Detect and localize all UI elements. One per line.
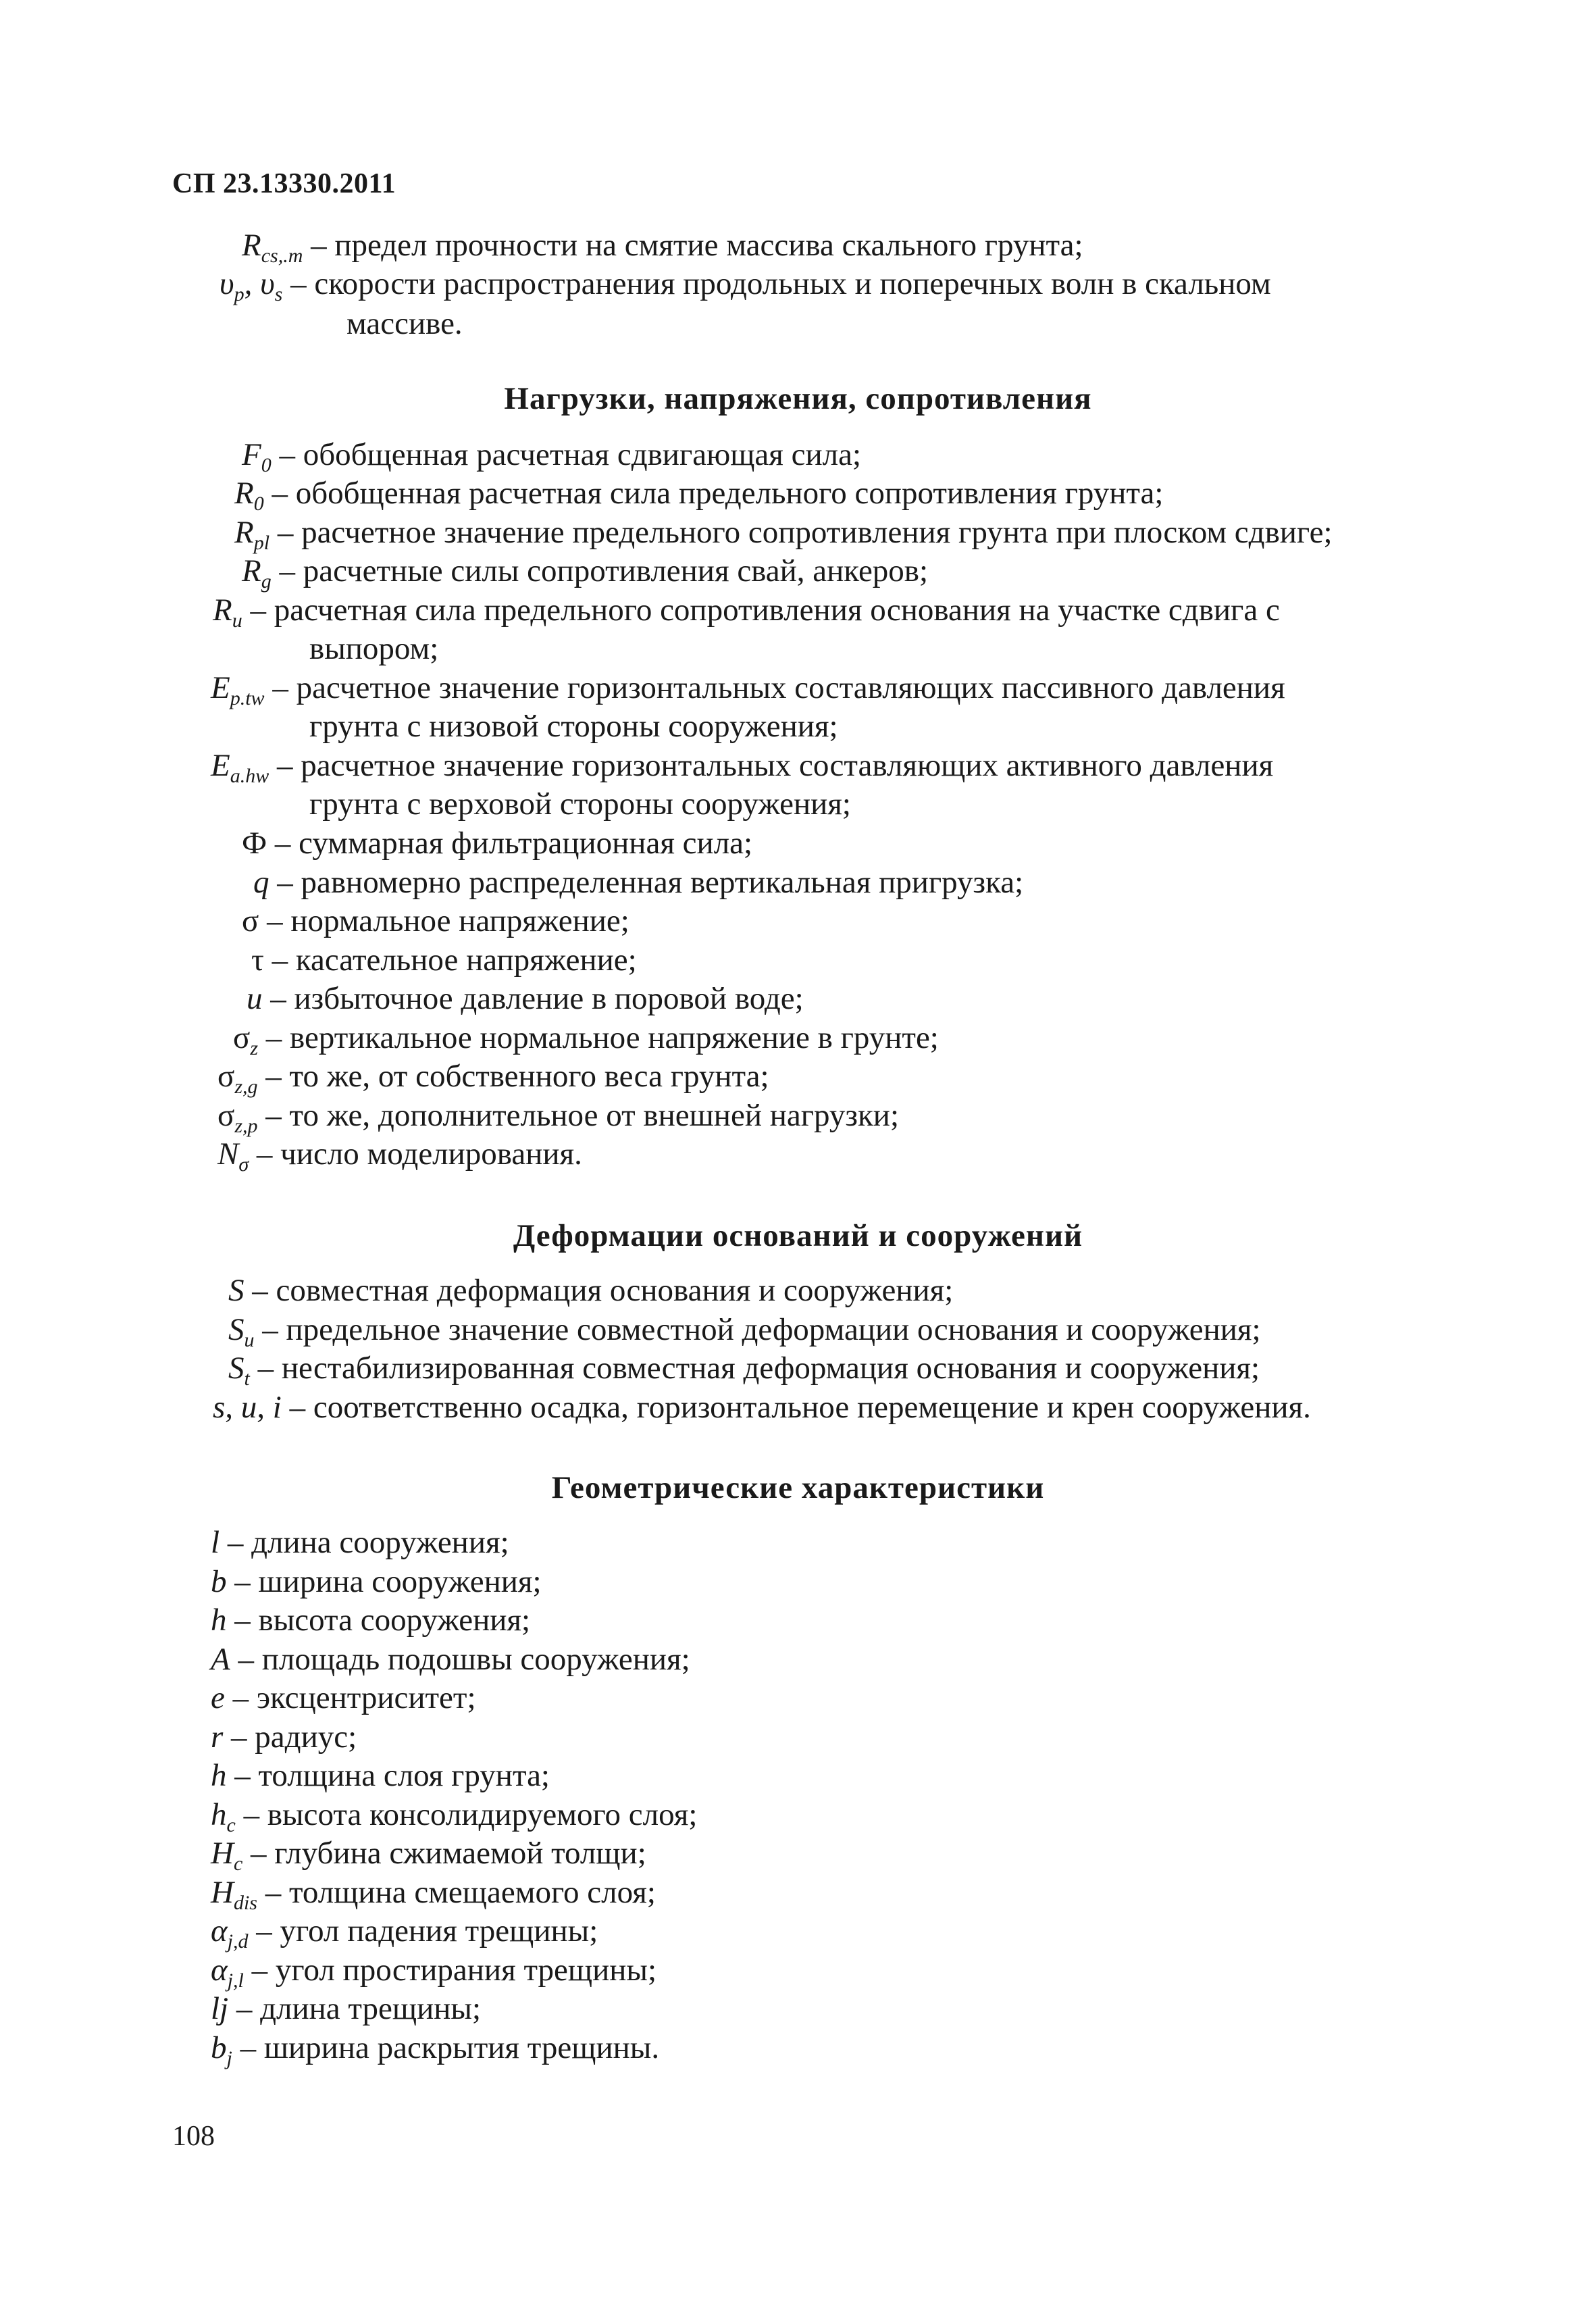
definition-text: – обобщенная расчетная сила предельного сопротивления грунта;	[263, 476, 1164, 511]
symbol: b	[211, 1564, 227, 1599]
symbol-subscript: t	[244, 1367, 250, 1390]
definition-text: – радиус;	[223, 1719, 357, 1755]
symbol-subscript: j,l	[227, 1969, 244, 1992]
page-number: 108	[172, 2121, 215, 2152]
section-heading-deformations: Деформации оснований и сооружений	[513, 1218, 1083, 1253]
symbol: r	[211, 1719, 224, 1755]
symbol: F	[242, 437, 261, 472]
definition-text: – угол простирания трещины;	[243, 1953, 657, 1988]
symbol-subscript: σ	[238, 1153, 249, 1176]
notation-continuation	[309, 785, 851, 823]
notation-line	[211, 1757, 550, 1794]
symbol: H	[211, 1875, 234, 1910]
notation-continuation	[346, 305, 463, 343]
symbol: b	[211, 2030, 227, 2065]
definition-text: – число моделирования.	[249, 1136, 582, 1172]
symbol-subscript: p	[234, 283, 244, 305]
notation-line	[242, 824, 752, 862]
symbol: σ	[242, 903, 259, 938]
definition-text: – обобщенная расчетная сдвигающая сила;	[271, 437, 862, 472]
symbol-subscript: z	[250, 1037, 259, 1059]
definition-text: – вертикальное нормальное напряжение в грунте;	[258, 1020, 939, 1055]
symbol: S	[228, 1312, 244, 1347]
symbol: σ	[217, 1059, 235, 1094]
notation-line	[211, 2029, 659, 2078]
symbol: τ	[251, 942, 264, 978]
definition-text: грунта с низовой стороны сооружения;	[309, 709, 838, 744]
notation-line	[211, 1563, 542, 1601]
definition-text: – расчетное значение горизонтальных составляющих пассивного давления	[264, 670, 1285, 705]
symbol-subscript: z,p	[234, 1115, 258, 1137]
symbol: α	[211, 1953, 228, 1988]
notation-continuation	[309, 630, 438, 668]
definition-text: – длина сооружения;	[220, 1525, 509, 1560]
notation-line	[211, 1679, 476, 1717]
symbol-subscript: a.hw	[230, 765, 269, 787]
definition-text: – эксцентриситет;	[224, 1680, 476, 1715]
symbol: R	[213, 593, 232, 628]
symbol-subscript: 0	[261, 454, 272, 476]
notation-line	[211, 1990, 481, 2028]
symbol: h	[211, 1603, 227, 1638]
definition-text: – площадь подошвы сооружения;	[230, 1642, 690, 1677]
notation-line	[213, 1388, 1311, 1426]
definition-text: – ширина сооружения;	[226, 1564, 542, 1599]
symbol-subscript: pl	[253, 532, 270, 554]
symbol: R	[242, 553, 261, 588]
definition-text: – скорости распространения продольных и поперечных волн в скальном	[282, 266, 1271, 301]
symbol: S	[228, 1351, 244, 1386]
symbol: , υ	[244, 266, 275, 301]
definition-text: – нестабилизированная совместная деформация основания и сооружения;	[249, 1351, 1260, 1386]
definition-text: – касательное напряжение;	[263, 942, 637, 978]
definition-text: – избыточное давление в поровой воде;	[262, 981, 804, 1016]
definition-text: – расчетное значение предельного сопротивления грунта при плоском сдвиге;	[269, 515, 1333, 550]
notation-line	[211, 1718, 357, 1756]
definition-text: – расчетное значение горизонтальных составляющих активного давления	[269, 748, 1274, 783]
notation-line	[247, 980, 804, 1017]
definition-text: – предел прочности на смятие массива скального грунта;	[303, 228, 1083, 263]
symbol: σ	[233, 1020, 251, 1055]
symbol: S	[228, 1273, 244, 1308]
definition-text: – толщина слоя грунта;	[226, 1758, 550, 1793]
section-heading-geometry: Геометрические характеристики	[551, 1470, 1045, 1505]
symbol: lj	[211, 1991, 229, 2026]
definition-text: – высота консолидируемого слоя;	[235, 1797, 698, 1832]
notation-line	[242, 902, 629, 940]
definition-text: грунта с верховой стороны сооружения;	[309, 786, 851, 822]
definition-text: – суммарная фильтрационная сила;	[267, 826, 753, 861]
symbol: e	[211, 1680, 225, 1715]
symbol: A	[211, 1642, 230, 1677]
symbol: q	[253, 865, 269, 900]
symbol-subscript: u	[232, 609, 242, 632]
notation-line	[211, 1601, 530, 1639]
notation-line	[253, 863, 1023, 901]
notation-line	[217, 1135, 582, 1184]
symbol: N	[217, 1136, 239, 1172]
symbol: R	[234, 515, 254, 550]
notation-line	[211, 1524, 509, 1561]
symbol-subscript: 0	[253, 493, 264, 515]
symbol: α	[211, 1913, 228, 1948]
definition-text: – предельное значение совместной деформации основания и сооружения;	[254, 1312, 1261, 1347]
notation-line	[228, 1272, 953, 1309]
symbol: E	[211, 748, 230, 783]
symbol-subscript: c	[233, 1853, 243, 1875]
symbol-subscript: cs,.m	[261, 245, 303, 267]
symbol-subscript: dis	[233, 1892, 257, 1914]
symbol-subscript: j	[226, 2047, 232, 2069]
definition-text: – высота сооружения;	[226, 1603, 531, 1638]
symbol: H	[211, 1836, 234, 1871]
symbol: E	[211, 670, 230, 705]
definition-text: – равномерно распределенная вертикальная пригрузка;	[269, 865, 1024, 900]
definition-text: – глубина сжимаемой толщи;	[242, 1836, 646, 1871]
symbol-subscript: j,d	[227, 1930, 249, 1953]
definition-text: – соответственно осадка, горизонтальное перемещение и крен сооружения.	[281, 1390, 1311, 1425]
definition-text: – то же, от собственного веса грунта;	[257, 1059, 769, 1094]
symbol: h	[211, 1758, 227, 1793]
definition-text: – угол падения трещины;	[248, 1913, 598, 1948]
definition-text: – ширина раскрытия трещины.	[232, 2030, 660, 2065]
symbol-subscript: c	[226, 1814, 236, 1836]
symbol: u	[247, 981, 263, 1016]
definition-text: – совместная деформация основания и сооружения;	[244, 1273, 954, 1308]
definition-text: – то же, дополнительное от внешней нагрузки;	[257, 1098, 900, 1133]
section-heading-loads: Нагрузки, напряжения, сопротивления	[504, 381, 1092, 416]
definition-text: – толщина смещаемого слоя;	[257, 1875, 656, 1910]
symbol: R	[242, 228, 261, 263]
symbol: h	[211, 1797, 227, 1832]
symbol-subscript: u	[244, 1329, 255, 1351]
notation-continuation	[309, 707, 838, 745]
symbol: Ф	[242, 826, 267, 861]
definition-text: выпором;	[309, 631, 439, 666]
notation-line	[211, 1640, 690, 1678]
symbol: υ	[220, 266, 234, 301]
notation-line	[251, 941, 637, 979]
symbol: σ	[217, 1098, 235, 1133]
symbol: R	[234, 476, 254, 511]
symbol-subscript: s	[274, 283, 283, 305]
symbol: l	[211, 1525, 220, 1560]
document-code: СП 23.13330.2011	[172, 168, 396, 199]
symbol-subscript: g	[261, 570, 272, 593]
definition-text: массиве.	[346, 306, 463, 341]
definition-text: – расчетные силы сопротивления свай, анкеров;	[271, 553, 929, 588]
definition-text: – нормальное напряжение;	[259, 903, 629, 938]
symbol-subscript: z,g	[234, 1076, 258, 1098]
symbol: s, u, i	[213, 1390, 282, 1425]
definition-text: – длина трещины;	[228, 1991, 482, 2026]
definition-text: – расчетная сила предельного сопротивления основания на участке сдвига с	[242, 593, 1280, 628]
symbol-subscript: p.tw	[230, 687, 265, 709]
